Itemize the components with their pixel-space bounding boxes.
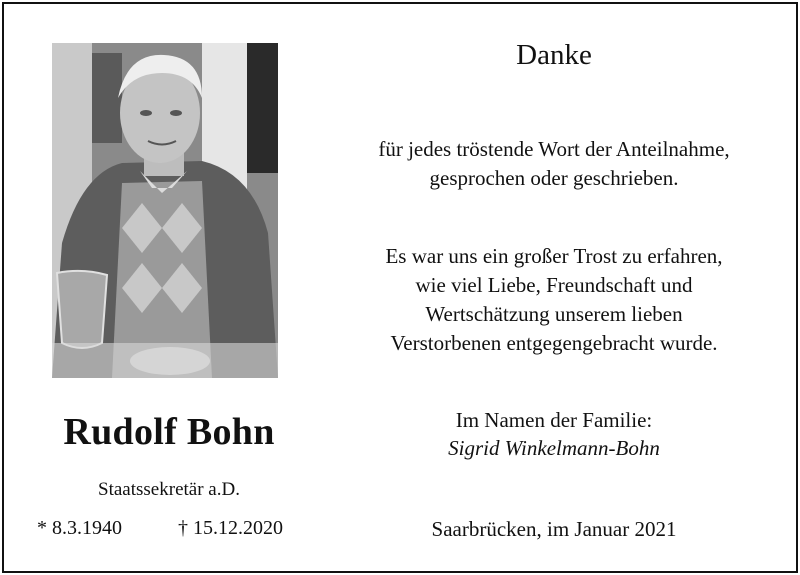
thanks-paragraph-1 xyxy=(334,135,774,193)
birth-date: * 8.3.1940 xyxy=(37,517,122,539)
thanks-line: Es war uns ein großer Trost zu erfahren, xyxy=(385,244,723,268)
thanks-line: wie viel Liebe, Freundschaft und xyxy=(415,273,693,297)
place-date: Saarbrücken, im Januar 2021 xyxy=(431,517,677,541)
thanks-line: gesprochen oder geschrieben. xyxy=(429,166,679,190)
thanks-paragraph-2 xyxy=(334,242,774,358)
thanks-line: für jedes tröstende Wort der Anteilnahme, xyxy=(378,137,730,161)
thanks-line: Wertschätzung unserem lieben xyxy=(425,302,683,326)
deceased-name: Rudolf Bohn xyxy=(63,411,275,453)
thanks-line: Verstorbenen entgegengebracht wurde. xyxy=(390,331,718,355)
thanks-heading: Danke xyxy=(516,39,592,71)
portrait-photo xyxy=(52,43,278,378)
death-date: † 15.12.2020 xyxy=(178,517,283,539)
family-intro: Im Namen der Familie: xyxy=(455,408,653,432)
family-signature xyxy=(334,406,774,462)
obituary-card xyxy=(2,2,798,573)
signer-name: Sigrid Winkelmann-Bohn xyxy=(448,436,660,460)
deceased-title: Staatssekretär a.D. xyxy=(98,479,240,500)
